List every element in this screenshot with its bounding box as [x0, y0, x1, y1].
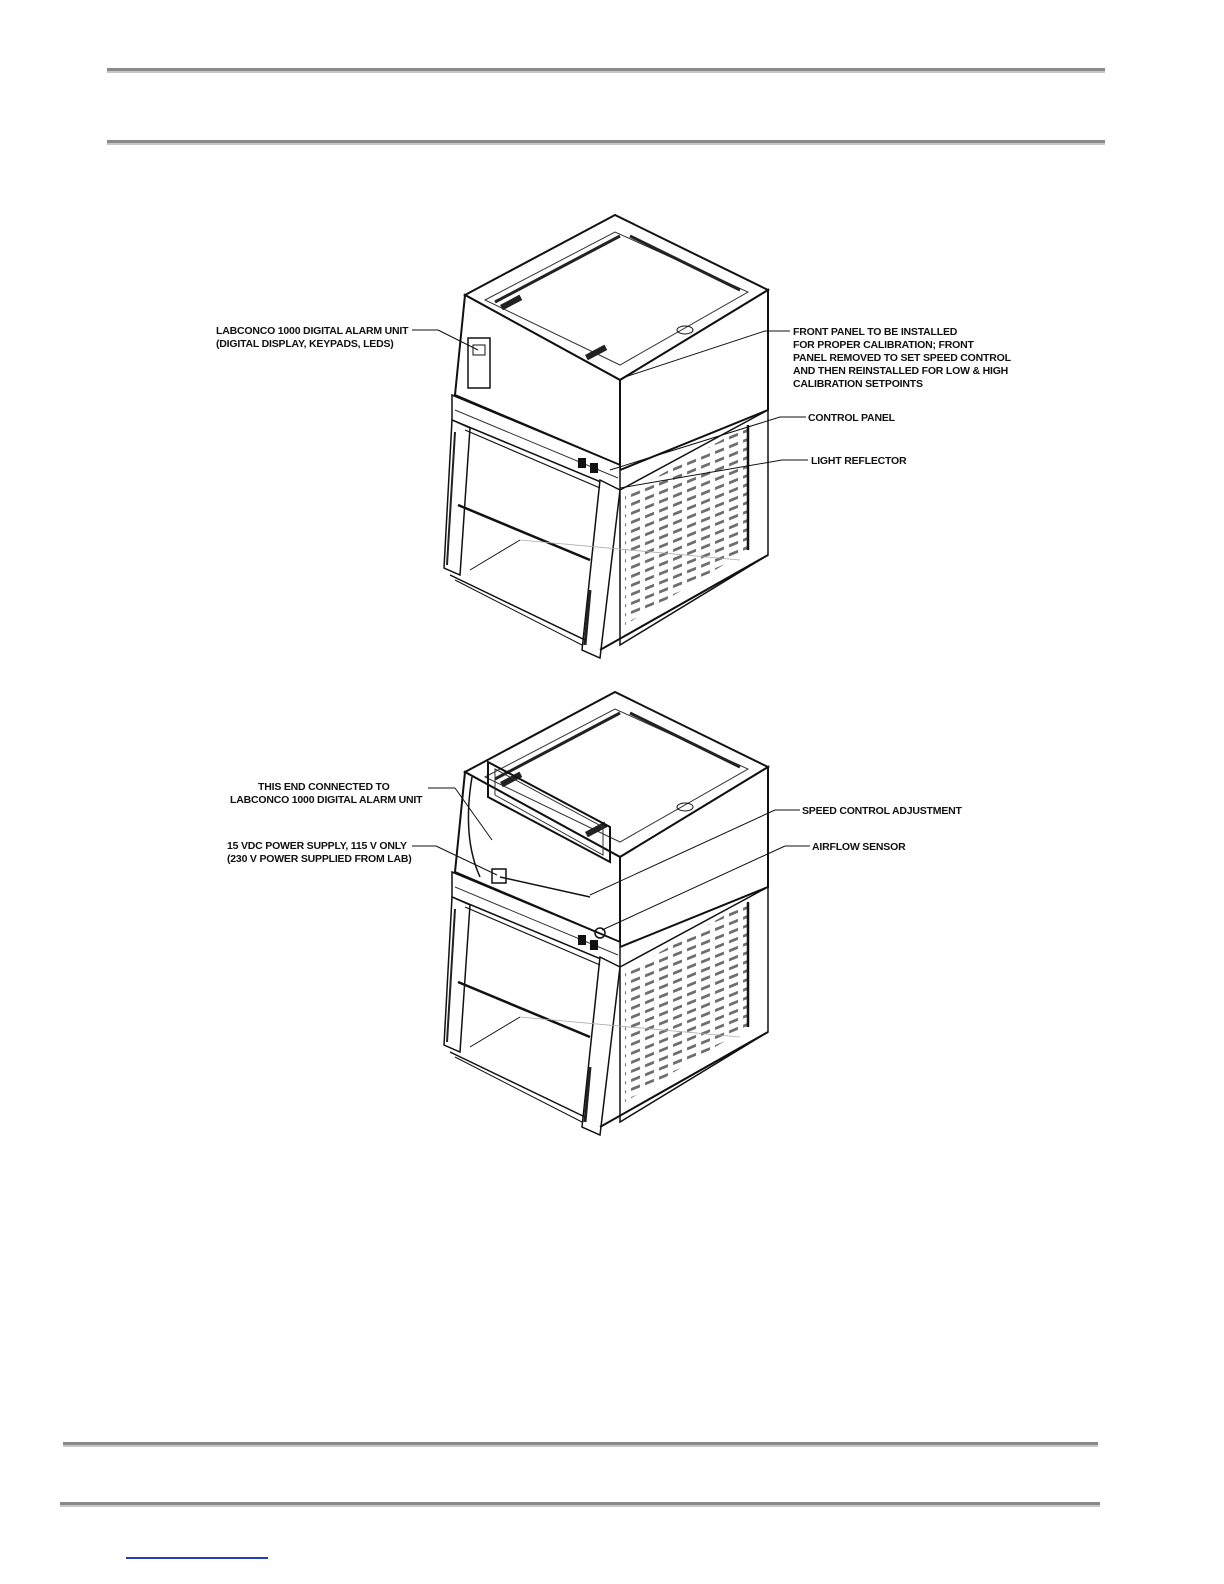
- callout-front-panel-line2: FOR PROPER CALIBRATION; FRONT: [793, 339, 974, 351]
- power-supply-box: [492, 869, 506, 883]
- callout-front-panel-line3: PANEL REMOVED TO SET SPEED CONTROL: [793, 352, 1011, 364]
- callout-alarm-unit-line2: (DIGITAL DISPLAY, KEYPADS, LEDS): [216, 338, 394, 350]
- callout-airflow-sensor: AIRFLOW SENSOR: [812, 841, 906, 853]
- callout-light-reflector: LIGHT REFLECTOR: [811, 455, 907, 467]
- callout-control-panel: CONTROL PANEL: [808, 412, 895, 424]
- callout-front-panel-line5: CALIBRATION SETPOINTS: [793, 378, 923, 390]
- callout-power-supply-line2: (230 V POWER SUPPLIED FROM LAB): [227, 853, 412, 865]
- callout-front-panel-line4: AND THEN REINSTALLED FOR LOW & HIGH: [793, 365, 1009, 377]
- callout-end-connected-line2: LABCONCO 1000 DIGITAL ALARM UNIT: [230, 794, 423, 806]
- callout-end-connected-line1: THIS END CONNECTED TO: [258, 781, 390, 793]
- callout-speed-control: SPEED CONTROL ADJUSTMENT: [802, 805, 962, 817]
- callout-power-supply-line1: 15 VDC POWER SUPPLY, 115 V ONLY: [227, 840, 407, 852]
- callout-alarm-unit-line1: LABCONCO 1000 DIGITAL ALARM UNIT: [216, 325, 409, 337]
- callout-front-panel-line1: FRONT PANEL TO BE INSTALLED: [793, 326, 958, 338]
- cabinet-drawing-bottom: [444, 692, 768, 1135]
- cabinet-drawing-top: [216, 215, 1012, 658]
